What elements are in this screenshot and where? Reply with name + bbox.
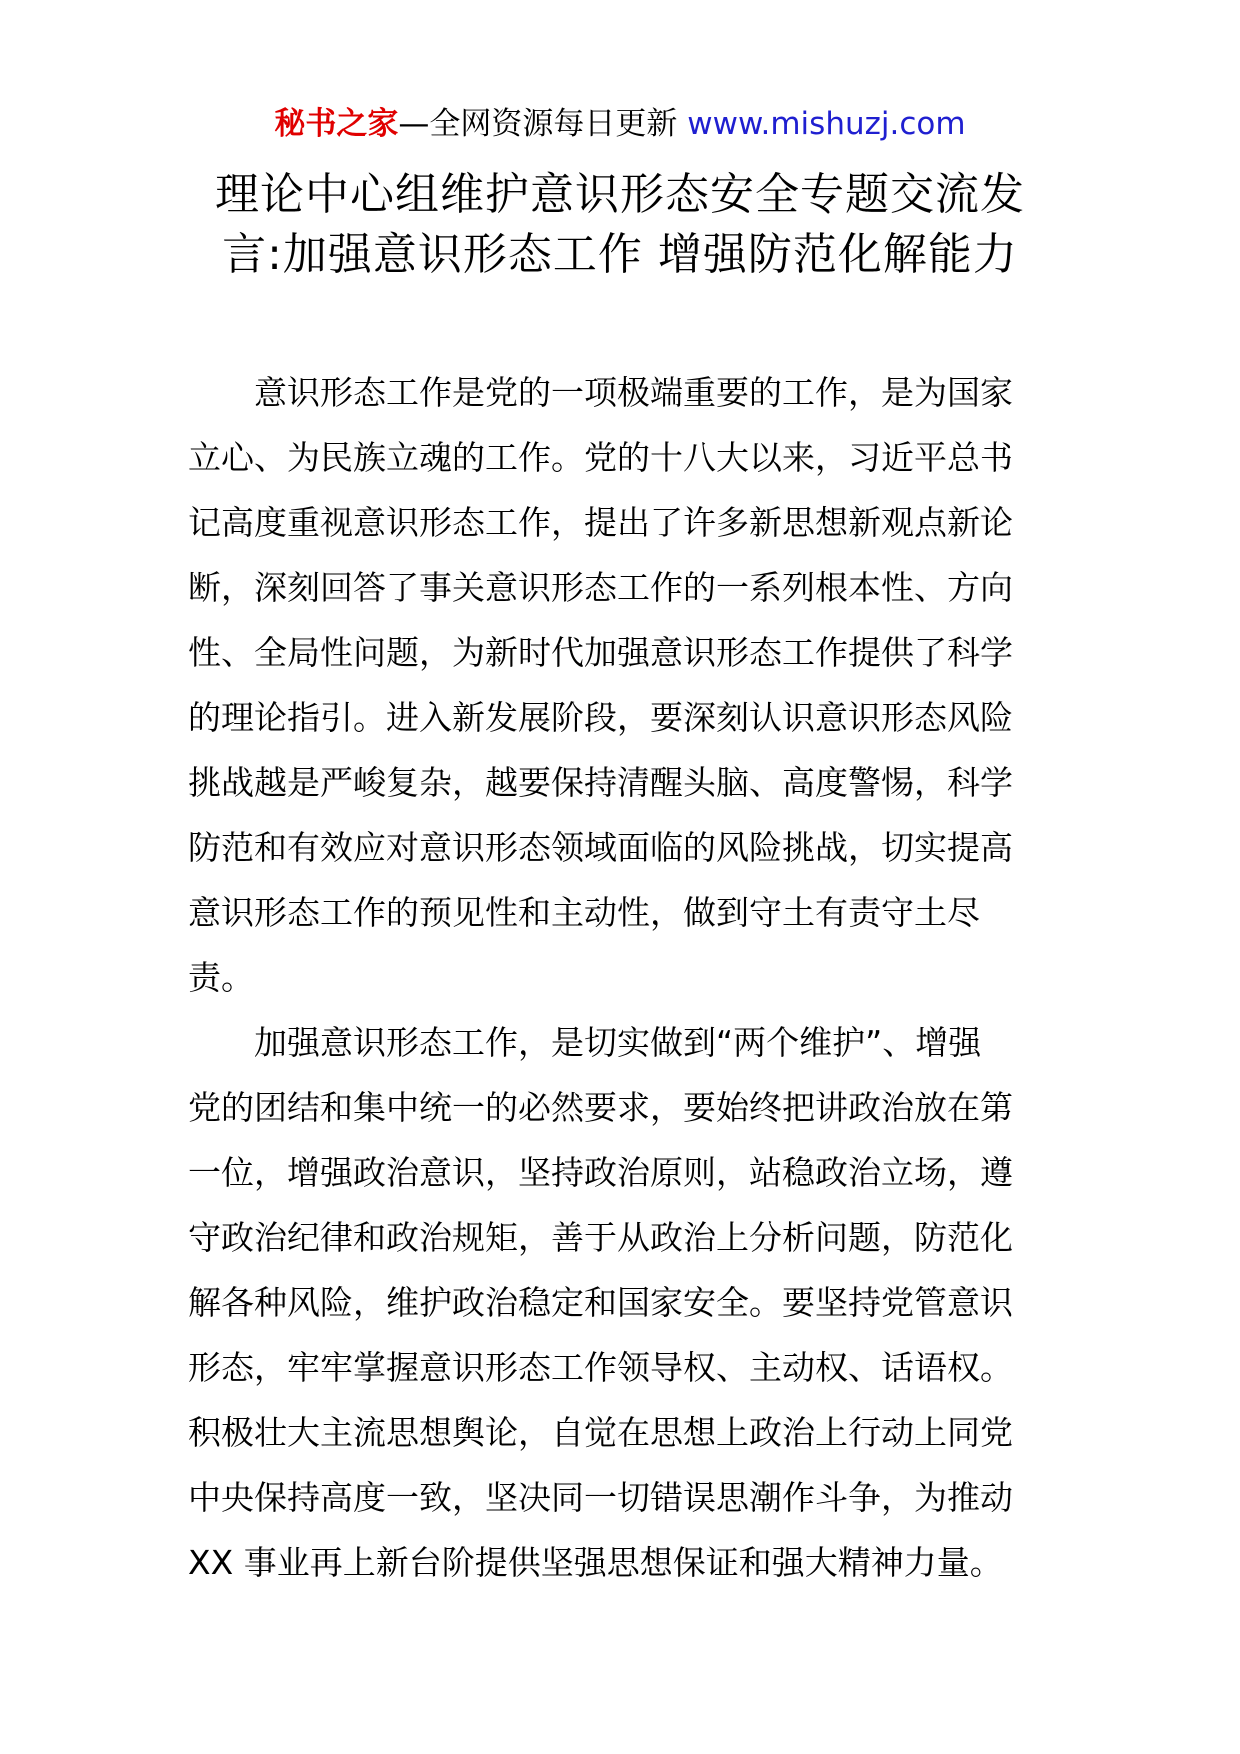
paragraph-line: 一位，增强政治意识，坚持政治原则，站稳政治立场，遵	[188, 1153, 1013, 1192]
paragraph-line: 党的团结和集中统一的必然要求，要始终把讲政治放在第	[188, 1088, 1013, 1127]
paragraph-line: 挑战越是严峻复杂，越要保持清醒头脑、高度警惕，科学	[188, 763, 1013, 802]
paragraph-line: 意识形态工作是党的一项极端重要的工作，是为国家	[188, 373, 1013, 412]
paragraph-line: 加强意识形态工作，是切实做到“两个维护”、增强	[188, 1023, 982, 1062]
paragraph-line: 记高度重视意识形态工作，提出了许多新思想新观点新论	[188, 503, 1013, 542]
paragraph-line: 性、全局性问题，为新时代加强意识形态工作提供了科学	[188, 633, 1013, 672]
paragraph-2	[188, 1010, 1056, 1595]
paragraph-line: 形态，牢牢掌握意识形态工作领导权、主动权、话语权。	[188, 1348, 1013, 1387]
title-line: 言:加强意识形态工作 增强防范化解能力	[222, 229, 1018, 280]
paragraph-line: 断，深刻回答了事关意识形态工作的一系列根本性、方向	[188, 568, 1013, 607]
paragraph-line: 立心、为民族立魂的工作。党的十八大以来，习近平总书	[188, 438, 1013, 477]
paragraph-line: 责。	[188, 958, 254, 997]
paragraph-line: 防范和有效应对意识形态领域面临的风险挑战，切实提高	[188, 828, 1013, 867]
paragraph-line: 守政治纪律和政治规矩，善于从政治上分析问题，防范化	[188, 1218, 1013, 1257]
title-line: 理论中心组维护意识形态安全专题交流发	[215, 169, 1025, 220]
site-tagline: —全网资源每日更新	[398, 106, 688, 142]
site-url-link[interactable]: www.mishuzj.com	[687, 106, 966, 142]
paragraph-line: 积极壮大主流思想舆论，自觉在思想上政治上行动上同党	[188, 1413, 1013, 1452]
paragraph-line: 的理论指引。进入新发展阶段，要深刻认识意识形态风险	[188, 698, 1013, 737]
document-title	[140, 165, 1100, 285]
site-header	[0, 104, 1240, 144]
document-body	[188, 360, 1056, 1595]
paragraph-1	[188, 360, 1056, 1010]
paragraph-line: 中央保持高度一致，坚决同一切错误思潮作斗争，为推动	[188, 1478, 1013, 1517]
site-brand: 秘书之家	[274, 106, 399, 142]
paragraph-line: 解各种风险，维护政治稳定和国家安全。要坚持党管意识	[188, 1283, 1013, 1322]
paragraph-line: XX 事业再上新台阶提供坚强思想保证和强大精神力量。	[188, 1543, 1003, 1582]
paragraph-line: 意识形态工作的预见性和主动性，做到守土有责守土尽	[188, 893, 980, 932]
